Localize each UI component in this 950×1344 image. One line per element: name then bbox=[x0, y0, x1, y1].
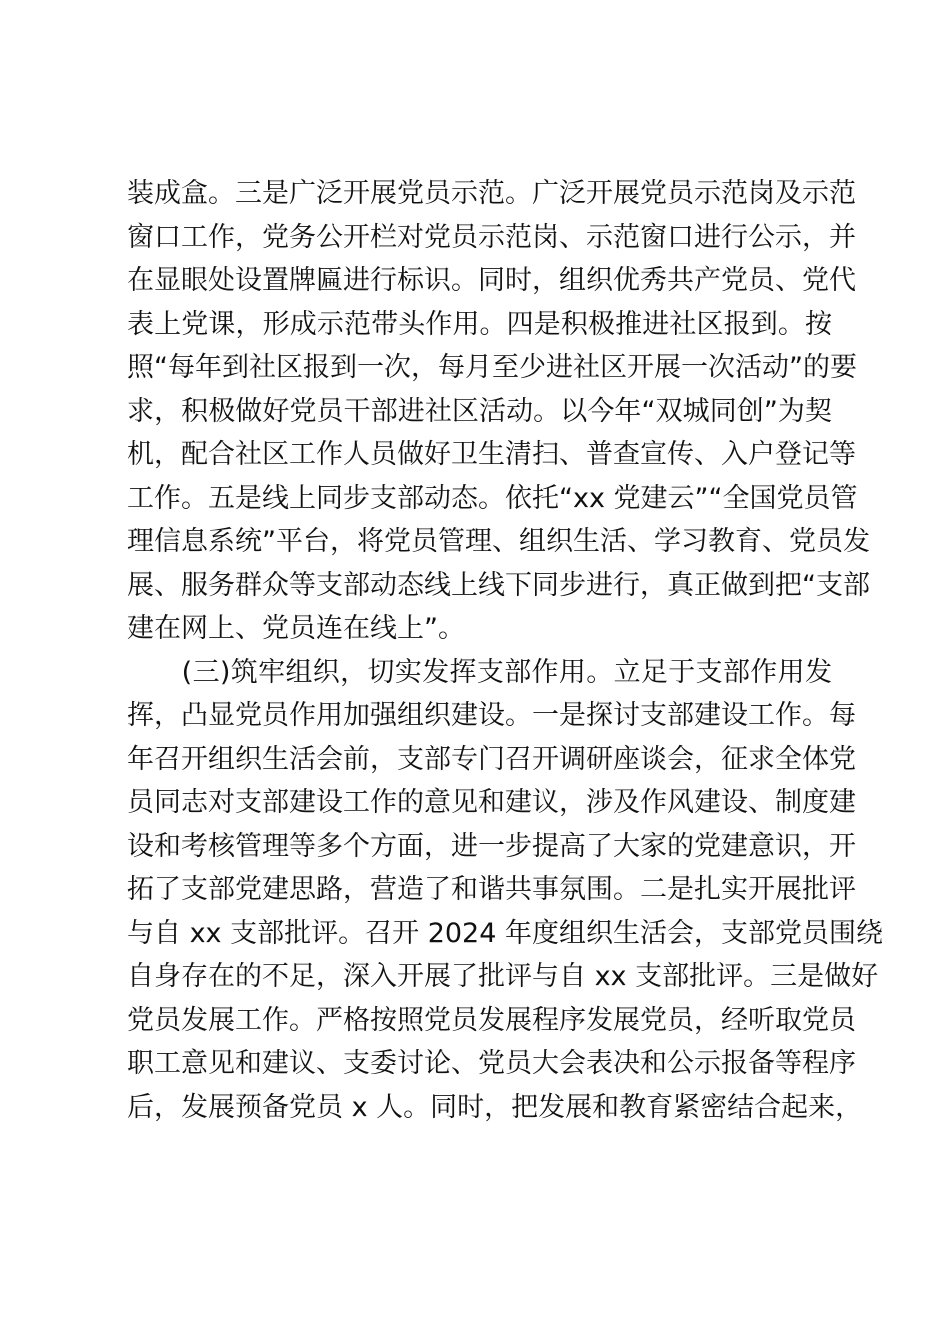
text-line: 机，配合社区工作人员做好卫生清扫、普查宣传、入户登记等 bbox=[127, 439, 856, 470]
text-line: 照“每年到社区报到一次，每月至少进社区开展一次活动”的要 bbox=[127, 352, 857, 383]
text-line: 窗口工作，党务公开栏对党员示范岗、示范窗口进行公示，并 bbox=[127, 221, 856, 253]
text-line: 后，发展预备党员 x 人。同时，把发展和教育紧密结合起来， bbox=[127, 1091, 863, 1123]
text-line: 求，积极做好党员干部进社区活动。以今年“双城同创”为契 bbox=[127, 395, 832, 427]
text-line: 挥，凸显党员作用加强组织建设。一是探讨支部建设工作。每 bbox=[127, 700, 856, 731]
text-line: 表上党课，形成示范带头作用。四是积极推进社区报到。按 bbox=[127, 308, 832, 340]
body-text bbox=[127, 172, 883, 1129]
text-line: 在显眼处设置牌匾进行标识。同时，组织优秀共产党员、党代 bbox=[127, 265, 856, 296]
text-line: 自身存在的不足，深入开展了批评与自 xx 支部批评。三是做好 bbox=[127, 961, 879, 992]
text-line: 理信息系统”平台，将党员管理、组织生活、学习教育、党员发 bbox=[127, 526, 870, 557]
section-heading-line: (三)筑牢组织，切实发挥支部作用。立足于支部作用发 bbox=[127, 656, 832, 688]
text-line: 拓了支部党建思路，营造了和谐共事氛围。二是扎实开展批评 bbox=[127, 874, 856, 905]
text-line: 员同志对支部建设工作的意见和建议，涉及作风建设、制度建 bbox=[127, 787, 856, 818]
text-line: 工作。五是线上同步支部动态。依托“xx 党建云”“全国党员管 bbox=[127, 482, 858, 514]
text-line: 与自 xx 支部批评。召开 2024 年度组织生活会，支部党员围绕 bbox=[127, 917, 883, 949]
text-line: 党员发展工作。严格按照党员发展程序发展党员，经听取党员 bbox=[127, 1004, 856, 1036]
text-line: 年召开组织生活会前，支部专门召开调研座谈会，征求全体党 bbox=[127, 743, 856, 775]
text-line: 展、服务群众等支部动态线上线下同步进行，真正做到把“支部 bbox=[127, 569, 870, 601]
paragraph-end-line: 建在网上、党员连在线上”。 bbox=[127, 613, 465, 644]
text-line: 设和考核管理等多个方面，进一步提高了大家的党建意识，开 bbox=[127, 830, 856, 862]
text-line: 职工意见和建议、支委讨论、党员大会表决和公示报备等程序 bbox=[127, 1048, 856, 1079]
text-line: 装成盒。三是广泛开展党员示范。广泛开展党员示范岗及示范 bbox=[127, 178, 856, 209]
